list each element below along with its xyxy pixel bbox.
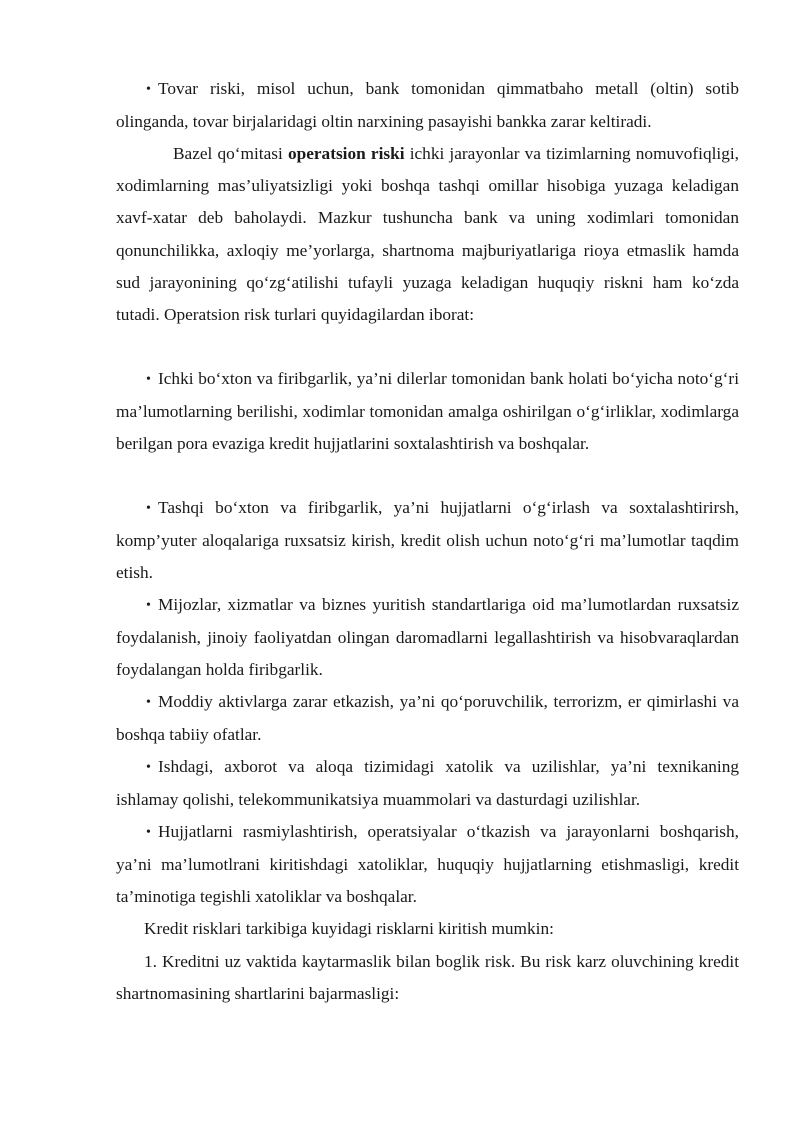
bullet-item-1 [116, 363, 739, 461]
paragraph-text-lead: Bazel qo‘mitasi [173, 144, 288, 163]
bullet-marker: • [146, 598, 151, 613]
bullet-text: Moddiy aktivlarga zarar etkazish, ya’ni qo‘poruvchilik, terrorizm, er qimirlashi va boshqa tabiiy ofatlar. [116, 692, 739, 745]
bullet-marker: • [146, 760, 151, 775]
paragraph-credit-risks [116, 913, 739, 945]
bullet-item-6 [116, 816, 739, 914]
bullet-text: Ichki bo‘xton va firibgarlik, ya’ni dilerlar tomonidan bank holati bo‘yicha noto‘g‘ri ma’lumotlarning berilishi, xodimlar tomonidan amalga oshirilgan o‘g‘irliklar, xodimlarga berilgan pora evaziga kredit hujjatlarini soxtalashtirish va boshqalar. [116, 369, 739, 454]
numbered-text: Kreditni uz vaktida kaytarmaslik bilan boglik risk. Bu risk karz oluvchining kredit shartnomasining shartlarini bajarmasligi: [116, 952, 739, 1004]
bullet-marker: • [146, 501, 151, 516]
bullet-text: Hujjatlarni rasmiylashtirish, operatsiyalar o‘tkazish va jarayonlarni boshqarish, ya’ni ma’lumotlrani kiritishdagi xatoliklar, huquqiy hujjatlarning etishmasligi, kredit ta’minotiga tegishli xatoliklar va boshqalar. [116, 822, 739, 907]
bullet-marker: • [146, 825, 151, 840]
bullet-item-3 [116, 589, 739, 687]
paragraph-text-rest: ichki jarayonlar va tizimlarning nomuvofiqligi, xodimlarning mas’uliyatsizligi yoki boshqa tashqi omillar hisobiga yuzaga keladigan xavf-xatar deb baholaydi. Mazkur tushuncha bank va uning xodimlari tomonidan qonunchilikka, axloqiy me’yorlarga, shartnoma majburiyatlariga rioya etmaslik hamda sud jarayonining qo‘zg‘atilishi tufayli yuzaga keladigan huquqiy riskni ham ko‘zda tutadi. Operatsion risk turlari quyidagilardan iborat: [116, 144, 739, 325]
bullet-item-4 [116, 686, 739, 751]
paragraph-text: Kredit risklari tarkibiga kuyidagi risklarni kiritish mumkin: [144, 919, 554, 938]
bullet-marker: • [146, 695, 151, 710]
bullet-text: Tashqi bo‘xton va firibgarlik, ya’ni hujjatlarni o‘g‘irlash va soxtalashtirirsh, komp’yuter aloqalariga ruxsatsiz kirish, kredit olish uchun noto‘g‘ri ma’lumotlar taqdim etish. [116, 498, 739, 583]
numbered-item-1 [116, 946, 739, 1010]
bullet-item-2 [116, 492, 739, 590]
bullet-text: Ishdagi, axborot va aloqa tizimidagi xatolik va uzilishlar, ya’ni texnikaning ishlamay qolishi, telekommunikatsiya muammolari va dasturdagi uzilishlar. [116, 757, 739, 810]
paragraph-operational-risk [116, 138, 739, 331]
bullet-item-5 [116, 751, 739, 816]
bullet-marker: • [146, 82, 151, 97]
bullet-marker: • [146, 372, 151, 387]
bullet-text: Mijozlar, xizmatlar va biznes yuritish standartlariga oid ma’lumotlardan ruxsatsiz foydalanish, jinoiy faoliyatdan olingan daromadlarni legallashtirish va hisobvaraqlardan foydalangan holda firibgarlik. [116, 595, 739, 680]
paragraph-commodity-risk [116, 73, 739, 138]
list-number: 1. [144, 952, 157, 971]
bold-term: operatsion riski [287, 144, 405, 163]
paragraph-text: Tovar riski, misol uchun, bank tomonidan qimmatbaho metall (oltin) sotib olinganda, tovar birjalaridagi oltin narxining pasayishi bankka zarar keltiradi. [116, 79, 739, 132]
